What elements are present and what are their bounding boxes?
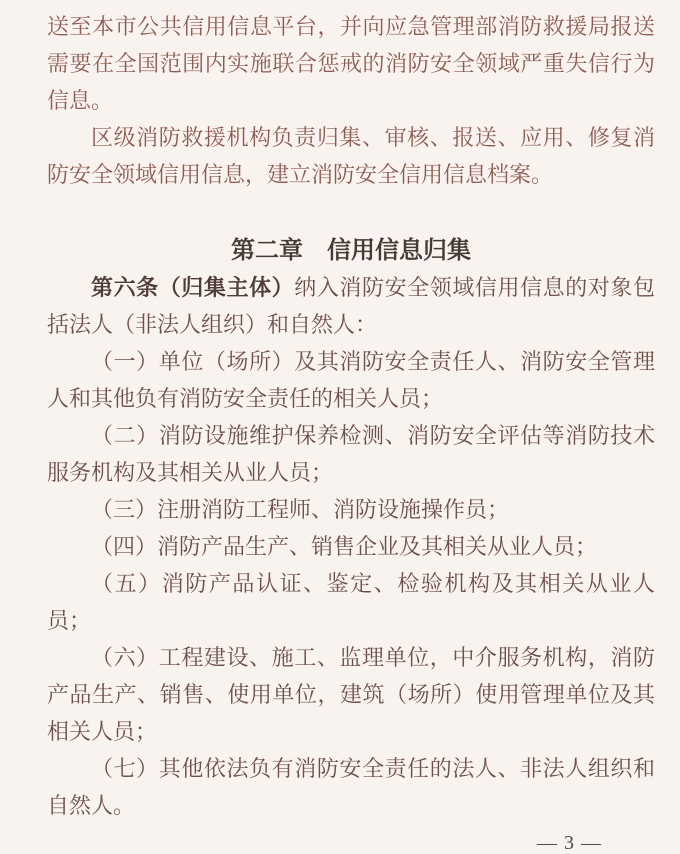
- page-number: — 3 —: [537, 832, 602, 854]
- article-6-text: 纳入消防安全领域信用信息的对象包括法人（非法人组织）和自然人：: [47, 275, 655, 337]
- paragraph-report-to-platform: 送至本市公共信用信息平台，并向应急管理部消防救援局报送需要在全国范围内实施联合惩戒的消防安全领域严重失信行为信息。: [47, 14, 655, 113]
- list-item-7: （七）其他依法负有消防安全责任的法人、非法人组织和自然人。: [47, 756, 655, 818]
- list-item-1: （一）单位（场所）及其消防安全责任人、消防安全管理人和其他负有消防安全责任的相关人员；: [47, 349, 655, 411]
- paragraph-district-agency-duty: 区级消防救援机构负责归集、审核、报送、应用、修复消防安全领域信用信息，建立消防安全信用信息档案。: [47, 125, 655, 187]
- article-6-label: 第六条（归集主体）: [91, 275, 295, 300]
- list-item-6: （六）工程建设、施工、监理单位，中介服务机构，消防产品生产、销售、使用单位，建筑（场所）使用管理单位及其相关人员；: [47, 645, 655, 744]
- list-item-5: （五）消防产品认证、鉴定、检验机构及其相关从业人员；: [47, 571, 655, 633]
- chapter-heading: 第二章 信用信息归集: [231, 237, 471, 264]
- list-item-4: （四）消防产品生产、销售企业及其相关从业人员；: [91, 534, 598, 559]
- list-item-2: （二）消防设施维护保养检测、消防安全评估等消防技术服务机构及其相关从业人员；: [47, 423, 655, 485]
- list-item-3: （三）注册消防工程师、消防设施操作员；: [91, 497, 510, 522]
- article-6-paragraph: [47, 269, 655, 343]
